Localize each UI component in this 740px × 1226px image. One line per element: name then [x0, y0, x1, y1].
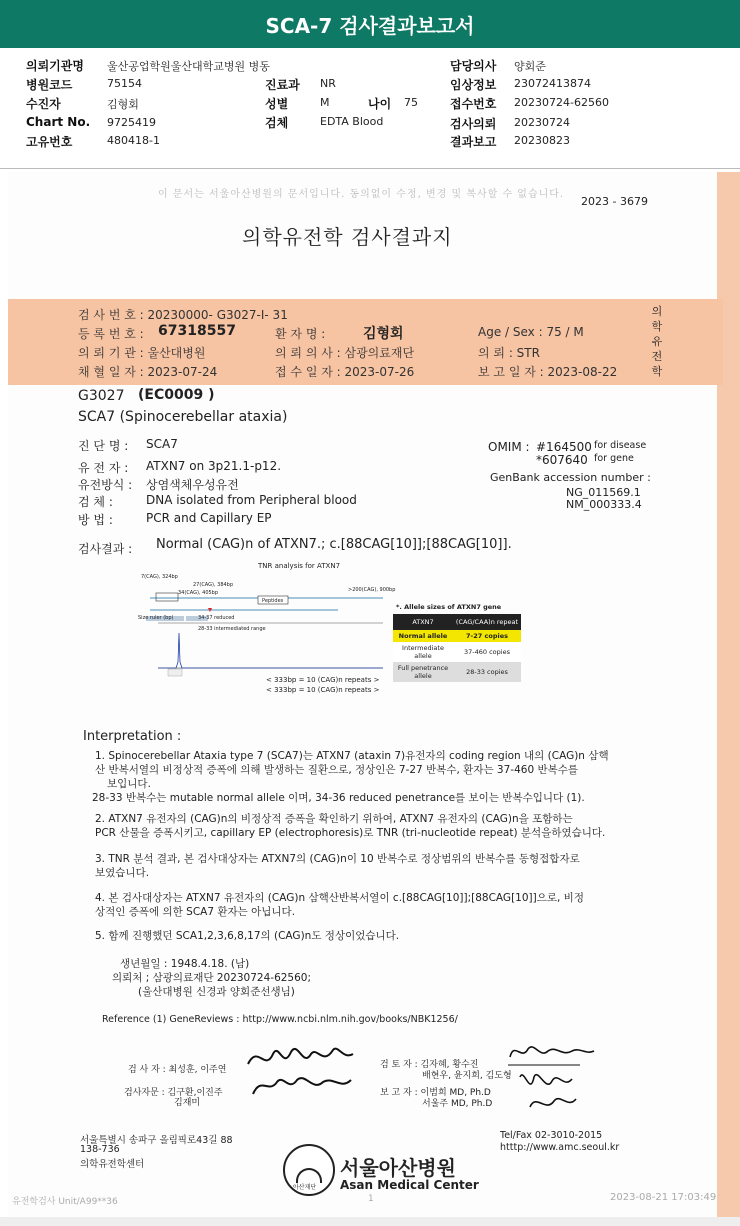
clinical-label: 임상정보	[450, 78, 497, 92]
allele-table-header: ATXN7 (CAG/CAA)n repeat	[393, 614, 521, 630]
fig-label-4: Peptides	[262, 598, 284, 604]
left-code: 유전학검사 Unit/A99**36	[12, 1197, 118, 1207]
inherit-value: 상염색체우성유전	[146, 478, 239, 492]
department-label: 진료과	[265, 78, 300, 92]
reviewer-2: 배현우, 윤지희, 김도형	[422, 1071, 512, 1081]
patient-value: 김형회	[107, 98, 139, 111]
interpretation-heading: Interpretation :	[83, 729, 182, 744]
omim-2-note: for gene	[594, 453, 634, 464]
genbank-2: NM_000333.4	[566, 498, 642, 511]
sex-value: M	[320, 96, 330, 109]
receipt-value: 20230724-62560	[514, 96, 609, 109]
side-text: 의 학 유 전 학	[651, 305, 663, 378]
inherit-label: 유전방식 :	[78, 478, 133, 492]
omim-1-note: for disease	[594, 440, 647, 451]
fig-label-7: 28-33 intermediated range	[198, 626, 266, 632]
hospital-code-value: 75154	[107, 77, 142, 90]
method-value: PCR and Capillary EP	[146, 511, 272, 525]
result-date-label: 결과보고	[450, 135, 497, 149]
doctor-value: 양회준	[514, 60, 546, 73]
signature-stroke-6	[530, 1099, 576, 1107]
reg-number: 67318557	[158, 323, 236, 339]
patient-label: 수진자	[26, 97, 61, 111]
patient-name-label: 환 자 명 :	[275, 327, 326, 341]
fig-label-6: Size ruler (bp)	[138, 615, 174, 621]
unique-value: 480418-1	[107, 134, 160, 147]
request-institution: 의 뢰 기 관 : 울산대병원	[78, 346, 206, 360]
gene-label: 유 전 자 :	[78, 461, 129, 475]
test-code: G3027	[78, 388, 125, 404]
interpretation-p3: 3. TNR 분석 결과, 본 검사대상자는 ATXN7의 (CAG)n이 10 반복수로 정상범위의 반복수를 동형접합자로 보였습니다.	[95, 853, 580, 879]
sample-label: 검 체 :	[78, 495, 113, 509]
trace-peak	[158, 633, 383, 668]
examiner: 검 사 자 : 최성훈, 이주연	[128, 1065, 227, 1075]
test-name: SCA7 (Spinocerebellar ataxia)	[78, 409, 288, 425]
report-date: 보 고 일 자 : 2023-08-22	[478, 365, 618, 379]
birth-date: 생년월일 : 1948.4.18. (남)	[120, 958, 250, 970]
hospital-code-label: 병원코드	[26, 78, 73, 92]
age-label: 나이	[368, 97, 392, 111]
interpretation-p1: 1. Spinocerebellar Ataxia type 7 (SCA7)는 ATXN7 (ataxin 7)유전자의 coding region 내의 (CAG)n 삼핵 산 반복서열의 비정상적 증폭에 의해 발생하는 질환으로, 정상인은 7-27 반복수, 환자는 37-460 반복수를 보입니다. 28-33 반복수는 mutable normal allele 이며, 34-36 reduced penetrance를 보이는 반복수입니다 (1).	[92, 750, 609, 804]
patient-name: 김형회	[363, 326, 404, 342]
exon-box	[156, 593, 178, 601]
center-name: 의학유전학센터	[80, 1159, 145, 1170]
reporter-2: 서울주 MD, Ph.D	[422, 1099, 493, 1109]
signature-right	[500, 1037, 600, 1117]
allele-row-intermediate: Intermediate allele 37-460 copies	[393, 642, 521, 662]
advisor: 검사자문 : 김구환,이진주	[124, 1088, 223, 1098]
address-1: 서울특별시 송파구 올림픽로43길 88	[80, 1135, 233, 1146]
allele-table	[393, 614, 521, 682]
reg-label: 등 록 번 호 :	[78, 327, 144, 341]
clinical-value: 23072413874	[514, 77, 591, 90]
omim-2: *607640	[536, 453, 588, 467]
institution-label: 의뢰기관명	[26, 59, 84, 73]
peak-label-box	[168, 669, 182, 676]
fig-label-1: 7(CAG), 324bp	[141, 574, 178, 580]
document-title: 의학유전학 검사결과지	[242, 225, 453, 249]
reference: Reference (1) GeneReviews : http://www.ncbi.nlm.nih.gov/books/NBK1256/	[102, 1014, 458, 1025]
doctor-label: 담당의사	[450, 59, 497, 73]
peak-label-2: < 333bp = 10 (CAG)n repeats >	[266, 686, 380, 694]
sample-value: DNA isolated from Peripheral blood	[146, 493, 357, 507]
doc-number: 2023 - 3679	[581, 195, 648, 208]
signature-stroke-3	[510, 1047, 594, 1057]
receipt-label: 접수번호	[450, 97, 497, 111]
allele-table-title: *. Allele sizes of ATXN7 gene	[396, 603, 502, 611]
gene-value: ATXN7 on 3p21.1-p12.	[146, 459, 282, 473]
watermark: 이 문서는 서울아산병원의 문서입니다. 동의없이 수정, 변경 및 복사할 수 없습니다.	[158, 189, 565, 200]
request-label: 검사의뢰	[450, 117, 497, 131]
page-number: 1	[368, 1194, 374, 1204]
specimen-label: 검체	[265, 116, 289, 130]
unique-label: 고유번호	[26, 135, 73, 149]
allele-row-full: Full penetrance allele 28-33 copies	[393, 662, 521, 682]
patient-info-box	[8, 299, 723, 385]
collect-date: 채 혈 일 자 : 2023-07-24	[78, 365, 218, 379]
fig-label-2: 27(CAG), 384bp	[193, 582, 234, 588]
scanned-document	[8, 172, 738, 1217]
request-doctor: 의 뢰 의 사 : 삼광의료재단	[275, 346, 415, 360]
chart-label: Chart No.	[26, 115, 91, 129]
fig-label-5: >200(CAG), 900bp	[348, 587, 396, 593]
age-value: 75	[404, 96, 418, 109]
hospital-name-en: Asan Medical Center	[340, 1178, 479, 1192]
institution-value: 울산공업학원울산대학교병원 병동	[107, 60, 270, 73]
result-value: Normal (CAG)n of ATXN7.; c.[88CAG[10]];[88CAG[10]].	[156, 537, 512, 552]
result-label: 검사결과 :	[78, 542, 133, 556]
figure-title: TNR analysis for ATXN7	[258, 562, 341, 570]
signature-stroke-1	[248, 1049, 353, 1064]
diag-label: 진 단 명 :	[78, 439, 129, 453]
allele-row-normal: Normal allele 7-27 copies	[393, 630, 521, 642]
client-2: (울산대병원 신경과 양회준선생님)	[138, 986, 295, 998]
interpretation-p2: 2. ATXN7 유전자의 (CAG)n의 비정상적 증폭을 확인하기 위하여, ATXN7 유전자의 (CAG)n을 포함하는 PCR 산물을 증폭시키고, capillary EP (electrophoresis)로 TNR (tri-nucleotide repeat) 분석을하였습니다.	[95, 813, 606, 839]
genbank-1: NG_011569.1	[566, 486, 641, 499]
report-title: SCA-7 검사결과보고서	[0, 0, 740, 48]
hospital-name-ko: 서울아산병원	[340, 1156, 456, 1180]
omim-label: OMIM :	[488, 440, 530, 454]
age-sex: Age / Sex : 75 / M	[478, 325, 584, 339]
method-label: 방 법 :	[78, 513, 113, 527]
signature-left	[243, 1032, 363, 1102]
specimen-value: EDTA Blood	[320, 115, 384, 128]
fig-label-3: 34(CAG), 405bp	[178, 590, 219, 596]
genbank-label: GenBank accession number :	[490, 471, 651, 484]
interpretation-p5: 5. 함께 진행했던 SCA1,2,3,6,8,17의 (CAG)n도 정상이었습니다.	[95, 930, 400, 942]
signature-stroke-2	[253, 1078, 351, 1094]
report-header	[0, 52, 740, 167]
tel: Tel/Fax 02-3010-2015	[500, 1130, 603, 1141]
advisor-2: 김재미	[174, 1098, 201, 1108]
diag-value: SCA7	[146, 437, 178, 451]
asan-seal-icon: 아산재단	[283, 1144, 335, 1196]
request-value: 20230724	[514, 116, 570, 129]
reviewer: 검 토 자 : 김자혜, 황수진	[380, 1060, 479, 1070]
department-value: NR	[320, 77, 336, 90]
receive-date: 접 수 일 자 : 2023-07-26	[275, 365, 415, 379]
test-code-2: (EC0009 )	[138, 387, 215, 403]
exam-number: 검 사 번 호 : 20230000- G3027-I- 31	[78, 308, 288, 322]
signature-stroke-5	[520, 1075, 572, 1085]
reporter: 보 고 자 : 이범희 MD, Ph.D	[380, 1088, 491, 1098]
tnr-figure	[138, 560, 523, 695]
website: htttp://www.amc.seoul.kr	[500, 1142, 620, 1153]
fig-label-8: 34-37 reduced	[198, 615, 235, 621]
sex-label: 성별	[265, 97, 289, 111]
address-2: 138-736	[80, 1144, 120, 1155]
interpretation-p4: 4. 본 검사대상자는 ATXN7 유전자의 (CAG)n 삼핵산반복서열이 c.[88CAG[10]];[88CAG[10]]으로, 비정 상적인 증폭에 의한 SCA7 환자는 아닙니다.	[95, 892, 584, 918]
header-divider	[0, 168, 740, 169]
result-date-value: 20230823	[514, 134, 570, 147]
request-department: 의 뢰 : STR	[478, 346, 540, 360]
client: 의뢰처 ; 삼광의료재단 20230724-62560;	[112, 972, 312, 984]
timestamp: 2023-08-21 17:03:49	[610, 1192, 717, 1203]
omim-1: #164500	[536, 440, 592, 454]
chart-value: 9725419	[107, 116, 156, 129]
bottom-bar	[0, 1217, 740, 1226]
peak-label-1: < 333bp = 10 (CAG)n repeats >	[266, 676, 380, 684]
